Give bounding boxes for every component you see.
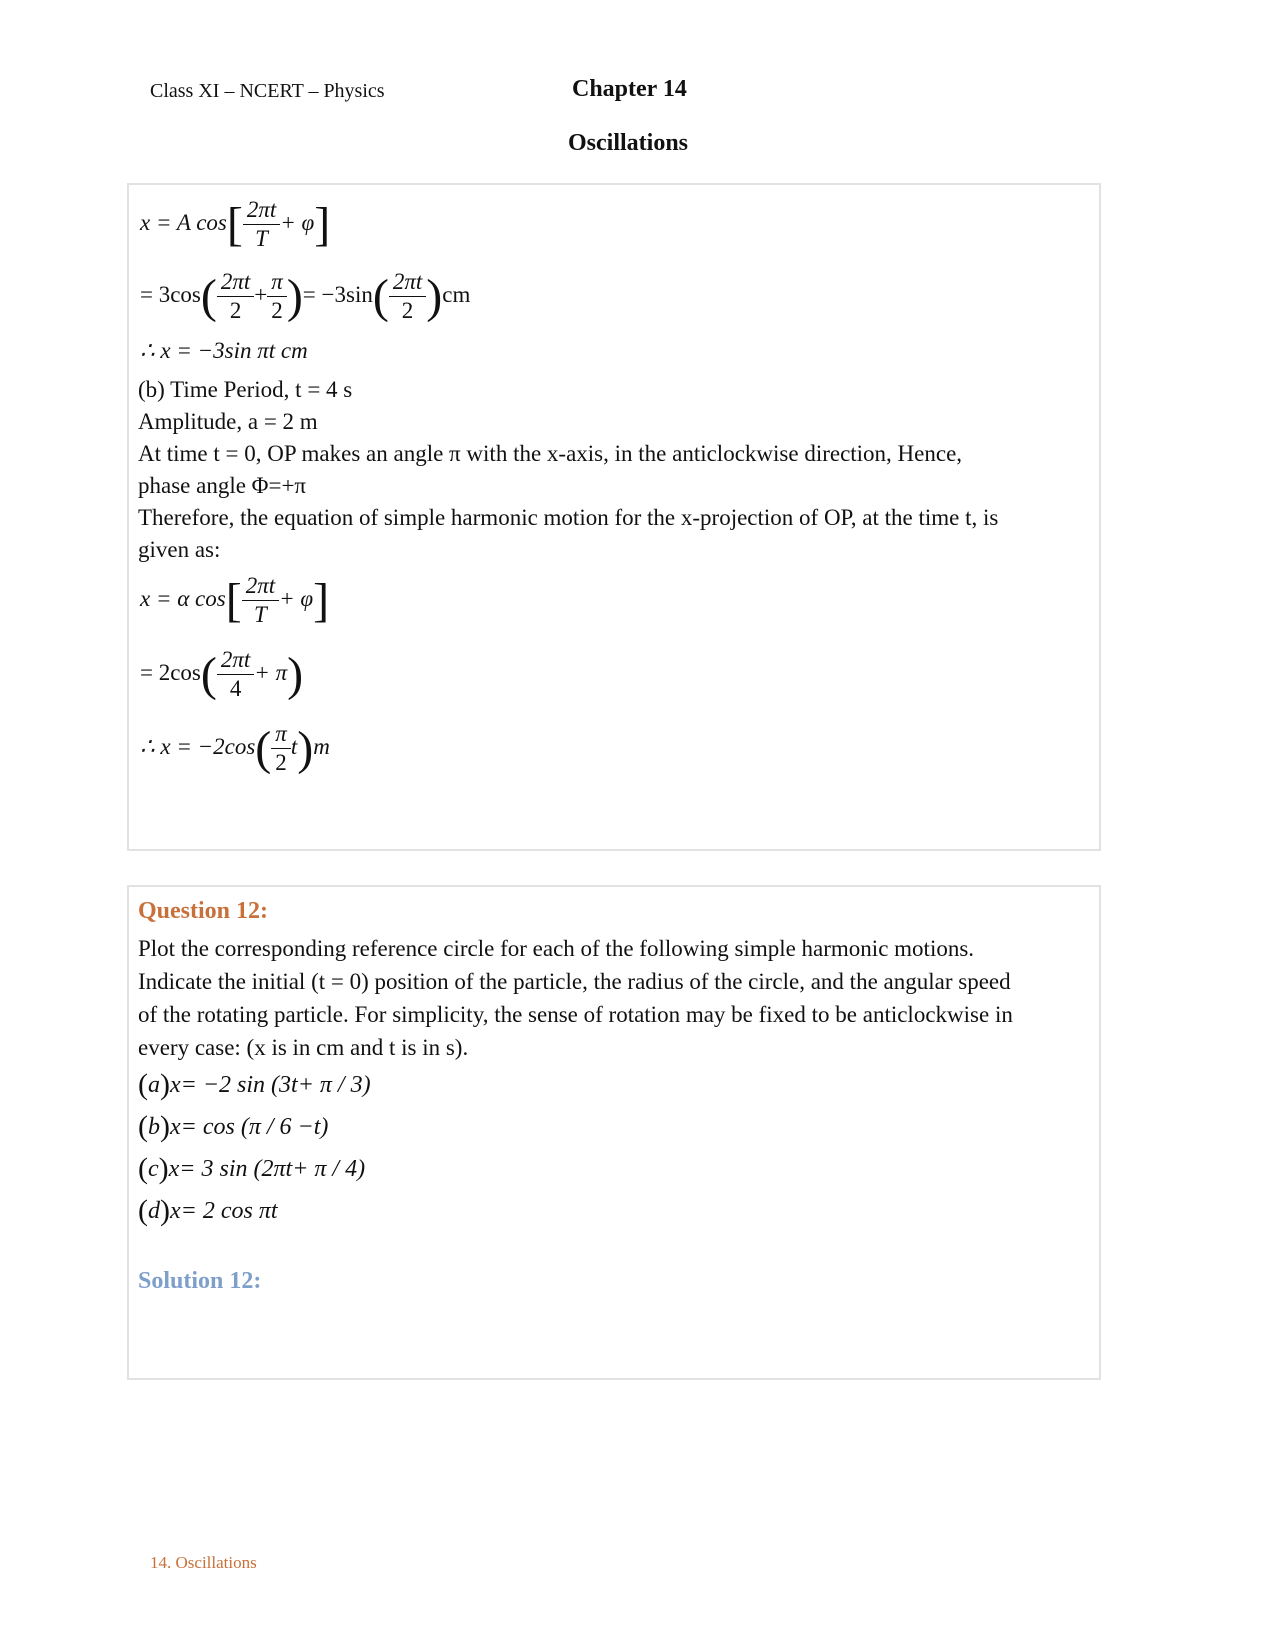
equation-1: x = A cos[ $\frac{2\pi t}{T}$ + φ] [140,197,331,251]
question-line-2: Indicate the initial (t = 0) position of the particle, the radius of the circle, and the angular speed [138,969,1011,994]
part-b-line-4: phase angle Φ=+π [138,473,307,498]
question-line-4: every case: (x is in cm and t is in s). [138,1035,469,1060]
question-title: Question 12: [138,898,269,924]
option-b: (b)x= cos (π / 6 −t) [138,1110,329,1143]
question-line-3: of the rotating particle. For simplicity, the sense of rotation may be fixed to be anticlockwise in [138,1002,1013,1027]
header-subject: Class XI – NCERT – Physics [150,80,385,102]
equation-5: = 2cos( $\frac{2\pi t}{4}$ + π) [140,647,304,701]
option-c: (c)x= 3 sin (2πt+ π / 4) [138,1152,366,1185]
part-b-line-2: Amplitude, a = 2 m [138,409,318,434]
equation-3: ∴ x = −3sin πt cm [140,338,308,363]
chapter-title: Oscillations [568,130,689,156]
part-b-line-1: (b) Time Period, t = 4 s [138,377,353,402]
chapter-number: Chapter 14 [572,76,687,102]
question-line-1: Plot the corresponding reference circle for each of the following simple harmonic motions. [138,936,975,961]
equation-6: ∴ x = −2cos( $\frac{\pi}{2}$ t)m [140,721,330,775]
part-b-line-3: At time t = 0, OP makes an angle π with the x-axis, in the anticlockwise direction, Hence, [138,441,963,466]
option-d: (d)x= 2 cos πt [138,1194,278,1227]
part-b-line-6: given as: [138,537,221,562]
page-footer: 14. Oscillations [150,1553,257,1572]
equation-4: x = α cos[ $\frac{2\pi t}{T}$ + φ] [140,573,330,627]
part-b-line-5: Therefore, the equation of simple harmonic motion for the x-projection of OP, at the time t, is [138,505,999,530]
solution-title: Solution 12: [138,1268,262,1294]
equation-2: = 3cos( $\frac{2\pi t}{2}$ + $\frac{\pi}{2}$ )= −3sin( $\frac{2\pi t}{2}$ )cm [140,269,471,323]
option-a: (a)x= −2 sin (3t+ π / 3) [138,1068,371,1101]
